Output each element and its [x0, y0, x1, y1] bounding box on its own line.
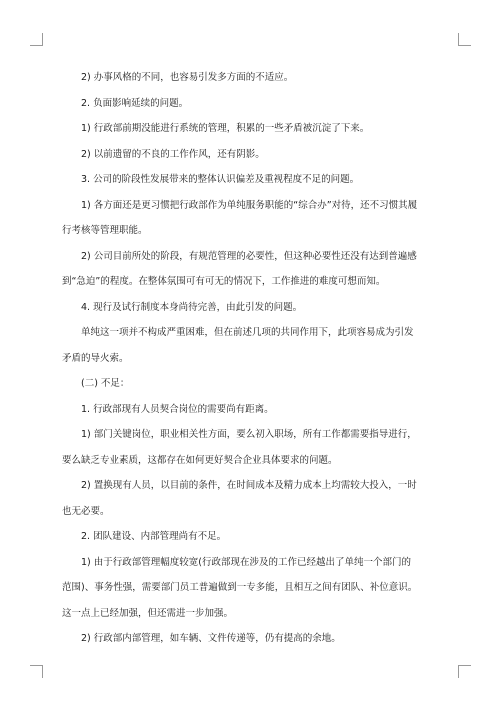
paragraph-12-line-1: 1) 部门关键岗位，职业相关性方面，要么初入职场，所有工作都需要指导进行，	[81, 429, 417, 440]
paragraph-7-line-1: 2) 公司目前所处的阶段，有规范管理的必要性，但这种必要性还没有达到普遍感	[81, 250, 417, 262]
document-body	[62, 65, 442, 652]
paragraph-9-line-2: 矛盾的导火索。	[62, 352, 129, 364]
paragraph-10-line-1: (二) 不足：	[81, 378, 130, 389]
paragraph-6-line-1: 1) 各方面还是更习惯把行政部作为单纯服务职能的“综合办”对待，还不习惯其履	[81, 199, 418, 211]
paragraph-4-line-1: 2) 以前遗留的不良的工作作风，还有阴影。	[81, 148, 265, 160]
paragraph-8-line-1: 4. 现行及试行制度本身尚待完善，由此引发的问题。	[81, 301, 303, 313]
paragraph-15-line-2: 范围)、事务性强，需要部门员工普遍做到一专多能，且相互之间有团队、补位意识。	[62, 582, 418, 593]
paragraph-3-line-1: 1) 行政部前期没能进行系统的管理，积累的一些矛盾被沉淀了下来。	[81, 123, 370, 134]
crop-mark-top-left	[30, 33, 43, 46]
paragraph-2-line-1: 2. 负面影响延续的问题。	[81, 97, 189, 109]
crop-mark-bottom-right	[458, 665, 471, 678]
crop-mark-bottom-left	[30, 665, 43, 678]
paragraph-16-line-1: 2) 行政部内部管理，如车辆、文件传递等，仍有提高的余地。	[81, 633, 341, 644]
paragraph-1-line-1: 2) 办事风格的不同，也容易引发多方面的不适应。	[81, 72, 294, 83]
paragraph-5-line-1: 3. 公司的阶段性发展带来的整体认识偏差及重视程度不足的问题。	[81, 174, 360, 185]
paragraph-12-line-2: 要么缺乏专业素质，这都存在如何更好契合企业具体要求的问题。	[62, 454, 338, 466]
paragraph-7-line-2: 到“急迫”的程度。在整体氛围可有可无的情况下，工作推进的难度可想而知。	[62, 276, 386, 287]
paragraph-15-line-1: 1) 由于行政部管理幅度较宽(行政部现在涉及的工作已经越出了单纯一个部门的	[81, 556, 411, 568]
paragraph-15-line-3: 这一点上已经加强，但还需进一步加强。	[62, 607, 234, 619]
paragraph-6-line-2: 行考核等管理职能。	[62, 225, 148, 236]
paragraph-9-line-1: 单纯这一项并不构成严重困难，但在前述几项的共同作用下，此项容易成为引发	[81, 327, 414, 338]
paragraph-13-line-1: 2) 置换现有人员，以目前的条件，在时间成本及精力成本上均需较大投入，一时	[81, 480, 417, 491]
paragraph-13-line-2: 也无必要。	[62, 505, 110, 517]
paragraph-11-line-1: 1. 行政部现有人员契合岗位的需要尚有距离。	[81, 403, 274, 415]
paragraph-14-line-1: 2. 团队建设、内部管理尚有不足。	[81, 531, 227, 542]
crop-mark-top-right	[458, 33, 471, 46]
